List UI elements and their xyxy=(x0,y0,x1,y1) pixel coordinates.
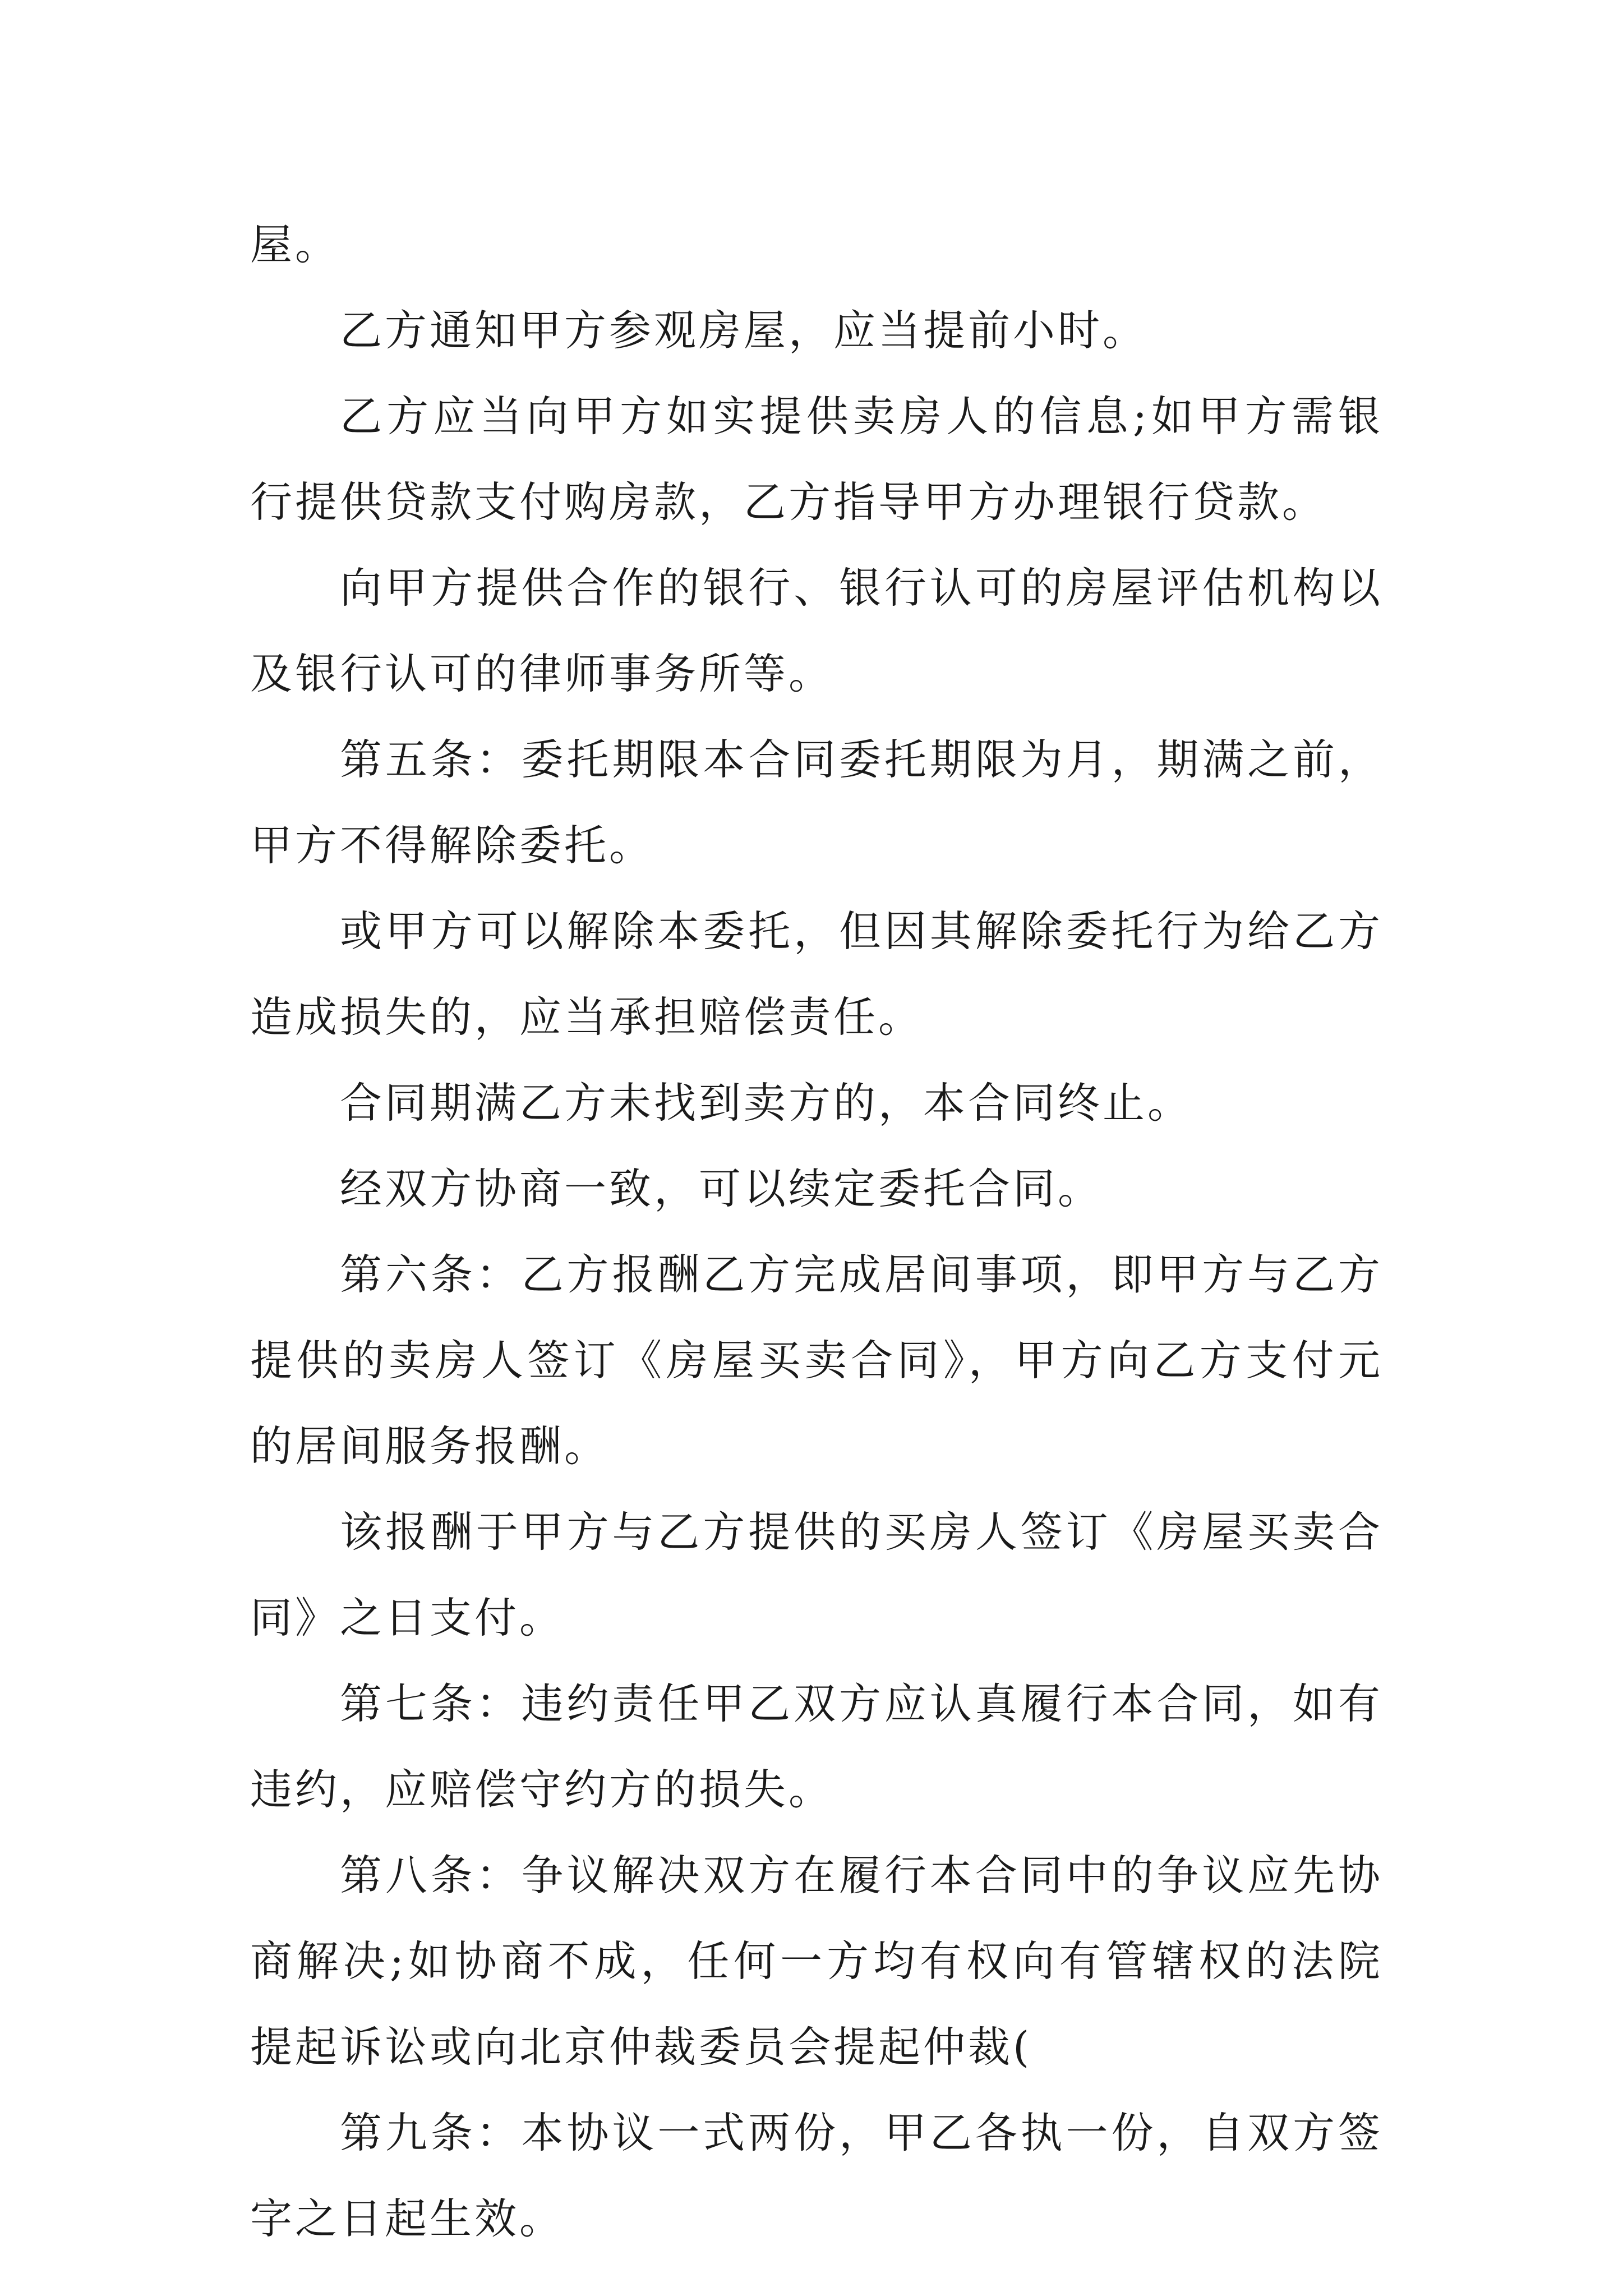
paragraph-continuation: 屋。 xyxy=(250,220,340,269)
paragraph-renewal: 经双方协商一致，可以续定委托合同。 xyxy=(340,1164,1103,1213)
paragraph-article-5: 第五条：委托期限本合同委托期限为月，期满之前，甲方不得解除委托。 xyxy=(250,735,1383,870)
paragraph-article-8: 第八条：争议解决双方在履行本合同中的争议应先协商解决;如协商不成，任何一方均有权向有管辖权的法院提起诉讼或向北京仲裁委员会提起仲裁( xyxy=(250,1851,1383,2072)
paragraph-termination: 或甲方可以解除本委托，但因其解除委托行为给乙方造成损失的，应当承担赔偿责任。 xyxy=(250,907,1383,1042)
paragraph-contract-expiry: 合同期满乙方未找到卖方的，本合同终止。 xyxy=(340,1078,1193,1128)
paragraph-article-9: 第九条：本协议一式两份，甲乙各执一份，自双方签字之日起生效。 xyxy=(250,2108,1383,2243)
paragraph-article-6: 第六条：乙方报酬乙方完成居间事项，即甲方与乙方提供的卖房人签订《房屋买卖合同》，甲方向乙方支付元的居间服务报酬。 xyxy=(250,1250,1383,1471)
document-body xyxy=(250,202,1383,2262)
paragraph-partner-banks: 向甲方提供合作的银行、银行认可的房屋评估机构以及银行认可的律师事务所等。 xyxy=(250,563,1383,698)
paragraph-viewing-notice: 乙方通知甲方参观房屋，应当提前小时。 xyxy=(340,306,1148,355)
paragraph-payment-date: 该报酬于甲方与乙方提供的买房人签订《房屋买卖合同》之日支付。 xyxy=(250,1507,1383,1642)
paragraph-article-7: 第七条：违约责任甲乙双方应认真履行本合同，如有违约，应赔偿守约方的损失。 xyxy=(250,1679,1383,1814)
paragraph-seller-info: 乙方应当向甲方如实提供卖房人的信息;如甲方需银行提供贷款支付购房款，乙方指导甲方办理银行贷款。 xyxy=(250,392,1383,527)
